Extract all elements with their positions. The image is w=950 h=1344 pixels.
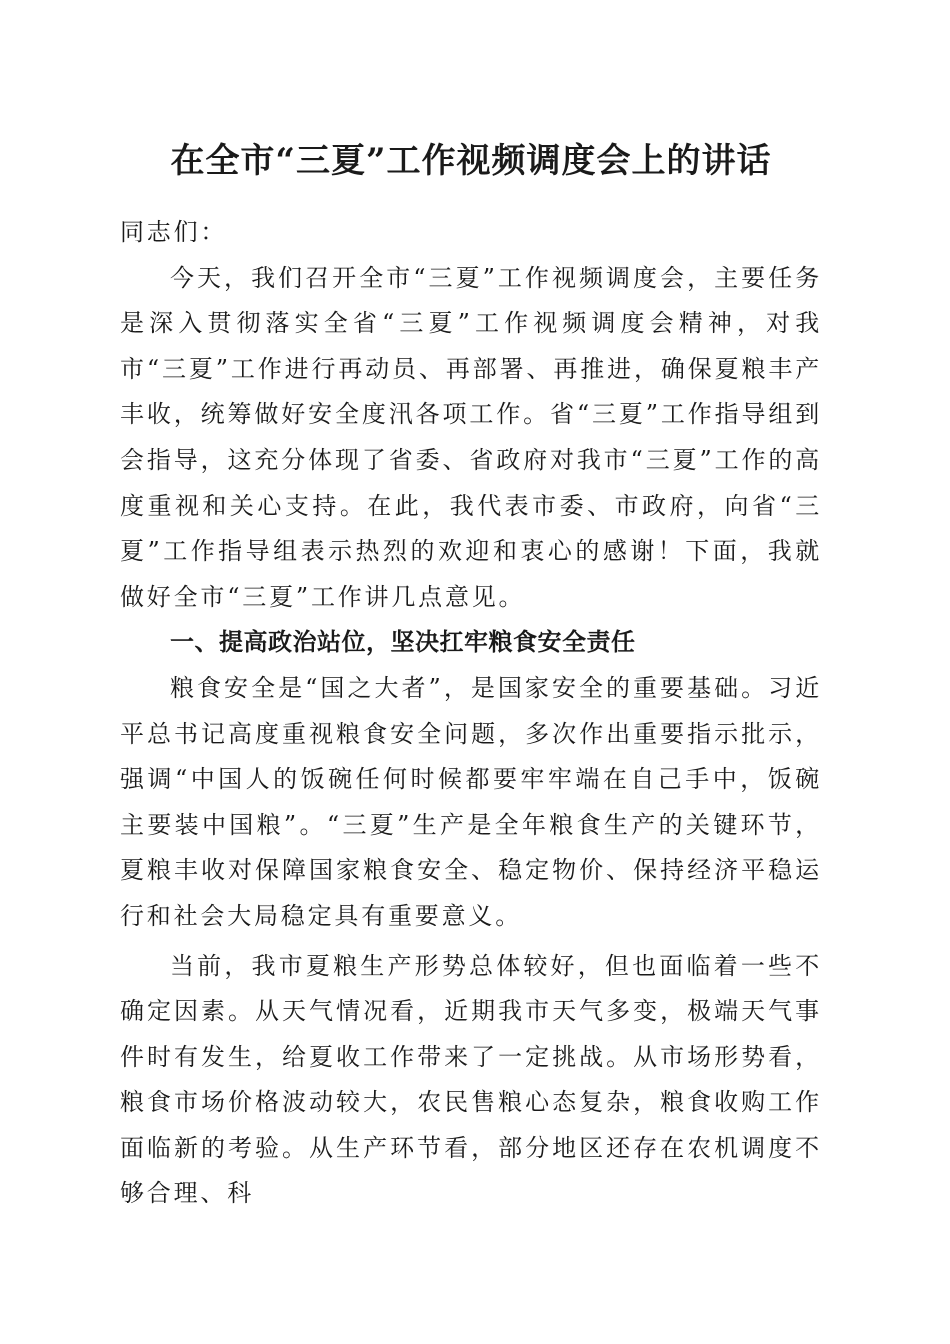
salutation: 同志们：: [120, 218, 228, 246]
document-body: [120, 210, 822, 1217]
document-title: 在全市“三夏”工作视频调度会上的讲话: [170, 141, 772, 181]
section-heading-1: 一、提高政治站位，坚决扛牢粮食安全责任: [170, 628, 636, 657]
paragraph-intro: 今天，我们召开全市“三夏”工作视频调度会，主要任务是深入贯彻落实全省“三夏”工作视频调度会精神，对我市“三夏”工作进行再动员、再部署、再推进，确保夏粮丰产丰收，统筹做好安全度汛各项工作。省“三夏”工作指导组到会指导，这充分体现了省委、省政府对我市“三夏”工作的高度重视和关心支持。在此，我代表市委、市政府，向省“三夏”工作指导组表示热烈的欢迎和衷心的感谢！下面，我就做好全市“三夏”工作讲几点意见。: [120, 263, 822, 611]
paragraph-current-situation: 当前，我市夏粮生产形势总体较好，但也面临着一些不确定因素。从天气情况看，近期我市天气多变，极端天气事件时有发生，给夏收工作带来了一定挑战。从市场形势看，粮食市场价格波动较大，农民售粮心态复杂，粮食收购工作面临新的考验。从生产环节看，部分地区还存在农机调度不够合理、科: [120, 951, 822, 1208]
paragraph-food-security: 粮食安全是“国之大者”，是国家安全的重要基础。习近平总书记高度重视粮食安全问题，多次作出重要指示批示，强调“中国人的饭碗任何时候都要牢牢端在自己手中，饭碗主要装中国粮”。“三夏”生产是全年粮食生产的关键环节，夏粮丰收对保障国家粮食安全、稳定物价、保持经济平稳运行和社会大局稳定具有重要意义。: [120, 673, 822, 930]
